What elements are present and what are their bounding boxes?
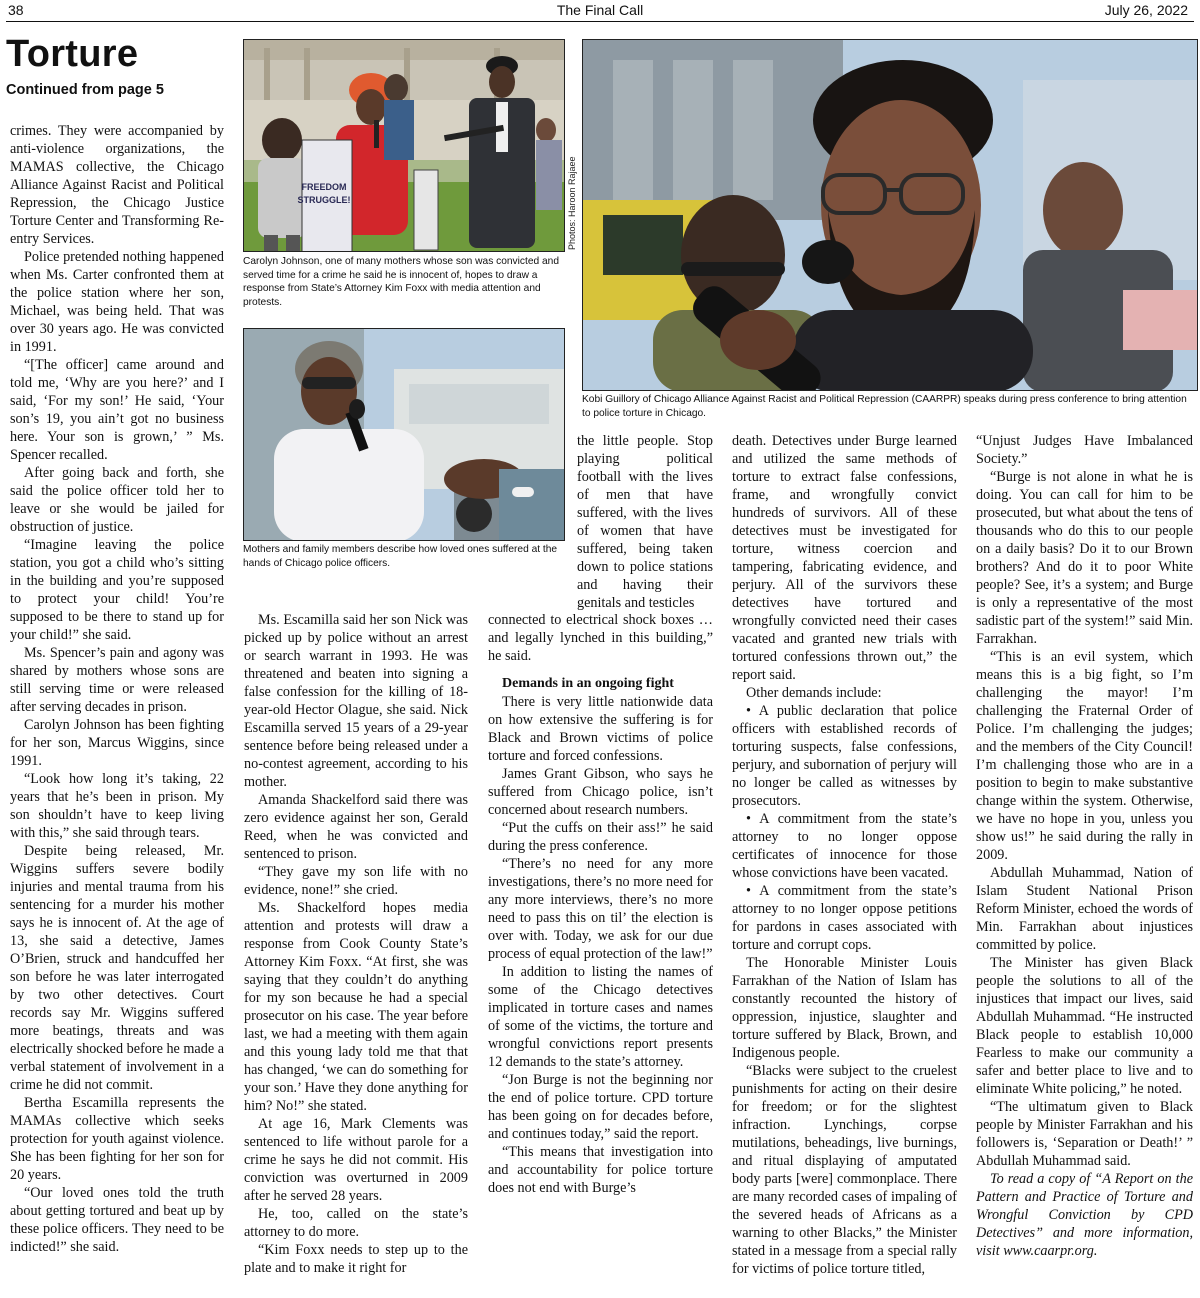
paragraph: death. Detectives under Burge learned and utilized the same methods of torture to extract false confessions, frame, and wrongfully convict hundreds of survivors. All of these detectives must be investigated for torture, witness coercion and tampering, fabricating evidence, and perjury. All of the survivors these detectives have tortured and wrongfully convicted need their cases vacated and granted new trials with tortured confessions thrown out,” the report said. [732, 433, 957, 683]
paragraph: “Kim Foxx needs to step up to the plate and to make it right for [244, 1242, 468, 1276]
paragraph: At age 16, Mark Clements was sentenced to life without parole for a crime he says he did not commit. His conviction was overturned in 2009 after he served 28 years. [244, 1116, 468, 1204]
paragraph: Ms. Spencer’s pain and agony was shared by mothers whose sons are still serving time or were released after serving decades in prison. [10, 645, 224, 715]
photo-kobi-guillory [582, 39, 1198, 391]
photo-caption: Kobi Guillory of Chicago Alliance Against Racist and Political Repression (CAARPR) speaks during press conference to bring attention to police torture in Chicago. [582, 394, 1187, 419]
paragraph: “[The officer] came around and told me, ‘Why are you here?’ and I said, ‘For my son!’ He said, ‘Your son’s 19, you ain’t got no business here. Your son is grown,’ ” Ms. Spencer recalled. [10, 357, 224, 463]
article-column-3 [488, 611, 713, 1197]
photo-mothers-speaking [243, 328, 565, 541]
paragraph: “Burge is not alone in what he is doing. You can call for him to be prosecuted, but what about the tens of thousands who do this to our people on a daily basis? Do it to our Brown brothers? And do it to poor White people? See, it’s a system; and Burge is only a representative of the most sadistic part of the system!” said Min. Farrakhan. [976, 469, 1193, 647]
article-column-3-top [577, 432, 713, 612]
photo-illustration [244, 40, 565, 252]
photo-illustration [583, 40, 1198, 391]
article-column-4 [732, 432, 957, 1278]
article-column-1 [10, 122, 224, 1256]
article-column-5 [976, 432, 1193, 1260]
demand-item: • A commitment from the state’s attorney to no longer oppose petitions for pardons in cases associated with torture and corrupt cops. [732, 882, 957, 954]
paragraph: “Look how long it’s taking, 22 years that he’s been in prison. My son shouldn’t have to keep living with this,” she said through tears. [10, 771, 224, 841]
paragraph: Other demands include: [746, 685, 882, 701]
paragraph: “Imagine leaving the police station, you got a child who’s sitting in the building and you’re supposed to protect your child! You’re supposed to be there to stand up for your child!” she said. [10, 537, 224, 643]
photo-caption: Carolyn Johnson, one of many mothers whose son was convicted and served time for a crime he said he is innocent of, hopes to draw a response from State’s Attorney Kim Foxx with media attention and protests. [243, 256, 559, 308]
paragraph: Amanda Shackelford said there was zero evidence against her son, Gerald Reed, when he was convicted and sentenced to prison. [244, 792, 468, 862]
protest-sign-text: STRUGGLE! [297, 195, 351, 205]
paragraph: Abdullah Muhammad, Nation of Islam Student National Prison Reform Minister, echoed the words of Min. Farrakhan about injustices committed by police. [976, 865, 1193, 953]
page-number: 38 [8, 2, 24, 18]
paragraph: Ms. Escamilla said her son Nick was picked up by police without an arrest or search warrant in 1993. He was threatened and beaten into signing a false confession for the killing of 18-year-old Hector Olague, she said. Nick Escamilla served 15 years of a 29-year sentence before being released under a no-contest agreement, according to his mother. [244, 612, 468, 790]
paragraph: Despite being released, Mr. Wiggins suffers severe bodily injuries and mental trauma from his sentencing for a murder his mother says he is innocent of. At the age of 13, she said a detective, James O’Brien, struck and handcuffed her son before he was later interrogated by two other detectives. Court records say Mr. Wiggins suffered more beatings, threats and was electrically shocked before he made a verbal statement of involvement in a crime he did not commit. [10, 843, 224, 1093]
protest-sign-text: FREEDOM [301, 182, 347, 192]
paragraph: “This means that investigation into and accountability for police torture does not end with Burge’s [488, 1144, 713, 1196]
subhead: Demands in an ongoing fight [502, 676, 674, 691]
paragraph: There is very little nationwide data on how extensive the suffering is for Black and Brown victims of police torture and forced confessions. [488, 694, 713, 764]
paragraph: The Honorable Minister Louis Farrakhan of the Nation of Islam has constantly recounted the history of oppression, injustice, slaughter and torture suffered by Black, Brown, and Indigenous people. [732, 955, 957, 1061]
paragraph: “Blacks were subject to the cruelest punishments for acting on their desire for freedom; or for the slightest infraction. Lynchings, corpse mutilations, beheadings, live burnings, and ritual displaying of amputated body parts [were] commonplace. There are many recorded cases of impaling of the severed heads of Africans as a warning to other Blacks,” the Minister stated in a message from a special rally for victims of police torture titled, [732, 1063, 957, 1277]
paragraph: “There’s no need for any more investigations, there’s no more need for any more interviews, there’s no more need to pass this on til’ the election is over with. Today, we ask for our due process of equal protection of the law!” [488, 856, 713, 962]
paragraph: “Our loved ones told the truth about getting tortured and beat up by these police officers. They need to be indicted!” she said. [10, 1185, 224, 1255]
paragraph: After going back and forth, she said the police officer told her to leave or she would be jailed for obstruction of justice. [10, 465, 224, 535]
publication-name: The Final Call [556, 2, 644, 18]
photo-illustration [244, 329, 565, 541]
article-headline: Torture [6, 33, 139, 75]
paragraph: crimes. They were accompanied by anti-violence organizations, the MAMAS collective, the Chicago Alliance Against Racist and Political Repression, the Chicago Justice Torture Center and Transforming Re-entry Services. [10, 123, 224, 247]
jump-line: Continued from page 5 [6, 82, 164, 98]
paragraph: He, too, called on the state’s attorney to do more. [244, 1206, 468, 1240]
photo-credit: Photos: Haroon Rajaee [567, 156, 577, 250]
demand-item: • A commitment from the state’s attorney to no longer oppose certificates of innocence for those whose convictions have been vacated. [732, 810, 957, 882]
paragraph: “The ultimatum given to Black people by Minister Farrakhan and his followers is, ‘Separation or Death!’ ” Abdullah Muhammad said. [976, 1099, 1193, 1169]
paragraph: Ms. Shackelford hopes media attention and protests will draw a response from Cook County State’s Attorney Kim Foxx. “At first, she was saying that they couldn’t do anything for my son because he had a special prosecutor on his case. The year before last, we had a meeting with them again and this young lady told me that that has changed, ‘we can do something for your son.’ Have they done anything for him? No!” she stated. [244, 900, 468, 1114]
paragraph: connected to electrical shock boxes … and legally lynched in this building,” he said. [488, 612, 713, 664]
paragraph: “They gave my son life with no evidence, none!” she cried. [244, 864, 468, 898]
issue-date: July 26, 2022 [1104, 2, 1188, 18]
paragraph: “Put the cuffs on their ass!” he said during the press conference. [488, 820, 713, 854]
paragraph: “This is an evil system, which means this is a big fight, so I’m challenging the mayor! I’m challenging the Fraternal Order of Police. I’m challenging the judges; and the members of the City Council! I’m challenging those who are in a position to begin to make substantive change within the system. Otherwise, we have no hope in you, unless you show us!” he said during the rally in 2009. [976, 649, 1193, 863]
article-column-2 [244, 611, 468, 1277]
paragraph: Carolyn Johnson has been fighting for her son, Marcus Wiggins, since 1991. [10, 717, 224, 769]
paragraph: Bertha Escamilla represents the MAMAs collective which seeks protection for youth against violence. She has been fighting for her son for 20 years. [10, 1095, 224, 1183]
photo-rally-carolyn-johnson [243, 39, 565, 252]
paragraph: Police pretended nothing happened when Ms. Carter confronted them at the police station where her son, Michael, was being held. That was over 30 years ago. He was convicted in 1991. [10, 249, 224, 355]
report-link-note: To read a copy of “A Report on the Pattern and Practice of Torture and Wrongful Conviction by CPD Detectives” and more information, visit www.caarpr.org. [976, 1171, 1193, 1259]
paragraph: The Minister has given Black people the solutions to all of the injustices that impact our lives, said Abdullah Muhammad. “He instructed Black people to establish 10,000 Fearless to make our community a safer and better place to live and to eliminate White policing,” he noted. [976, 955, 1193, 1097]
paragraph: In addition to listing the names of some of the Chicago detectives implicated in torture cases and names of some of the victims, the torture and wrongful convictions report presents 12 demands to the state’s attorney. [488, 964, 713, 1070]
paragraph: James Grant Gibson, who says he suffered from Chicago police, isn’t concerned about research numbers. [488, 766, 713, 818]
photo-caption: Mothers and family members describe how loved ones suffered at the hands of Chicago police officers. [243, 544, 558, 569]
paragraph: the little people. Stop playing political football with the lives of men that have suffered, with the lives of women that have suffered, being taken down to police stations and having their genitals and testicles [577, 433, 713, 611]
paragraph: “Unjust Judges Have Imbalanced Society.” [976, 433, 1193, 467]
paragraph: “Jon Burge is not the beginning nor the end of police torture. CPD torture has been going on for decades before, and continues today,” said the report. [488, 1072, 713, 1142]
demand-item: • A public declaration that police officers with established records of torturing suspects, false confessions, perjury, and subornation of perjury will no longer be called as witnesses by prosecutors. [732, 702, 957, 810]
masthead-rule [6, 21, 1194, 22]
